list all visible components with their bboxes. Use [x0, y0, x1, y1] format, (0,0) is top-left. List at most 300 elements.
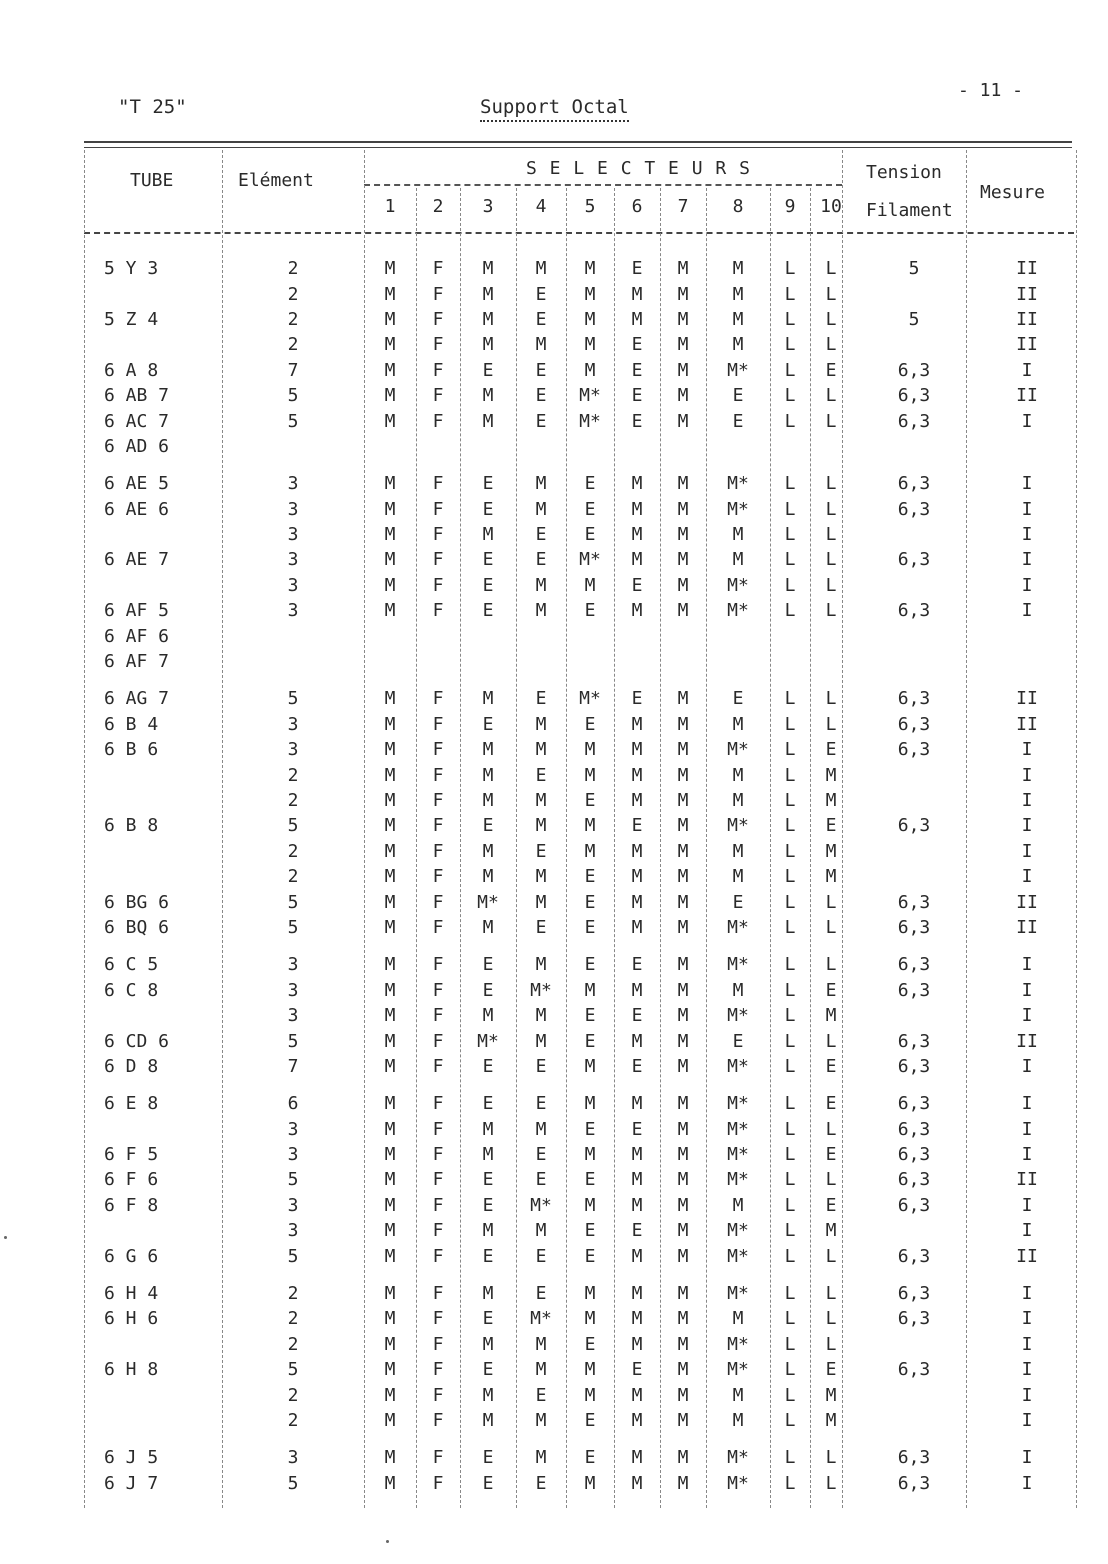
tube-cell: 6 D 8 [104, 1055, 159, 1077]
selector-10-cell: L [825, 1472, 837, 1494]
selector-5-cell: E [584, 1220, 596, 1242]
selector-9-cell: L [784, 815, 796, 837]
mesure-cell: I [1021, 1409, 1033, 1431]
element-cell: 3 [287, 979, 299, 1001]
selector-1-cell: M [384, 334, 396, 356]
mesure-cell: I [1021, 410, 1033, 432]
selector-3-cell: M [482, 739, 494, 761]
selector-4-cell: E [535, 359, 547, 381]
selector-4-cell: E [535, 688, 547, 710]
selector-4-cell: M [535, 334, 547, 356]
selector-5-cell: M [584, 1093, 596, 1115]
selector-5-cell: M* [579, 549, 601, 571]
table-row [84, 1218, 1078, 1243]
selector-5-cell: M [584, 739, 596, 761]
selector-4-cell: M [535, 790, 547, 811]
selector-10-cell: M [825, 1409, 837, 1431]
selector-4-cell: E [535, 1283, 547, 1305]
selector-7-cell: M [677, 1144, 689, 1166]
group-spacer [84, 1079, 1078, 1091]
element-cell: 5 [287, 385, 299, 407]
selector-7-cell: M [677, 1169, 689, 1191]
tube-cell [84, 1408, 222, 1433]
selector-2-cell: F [432, 1409, 444, 1431]
mesure-cell: II [1016, 308, 1038, 330]
table-row [84, 1091, 1078, 1116]
selector-7-cell: M [677, 916, 689, 938]
selector-7-cell: M [677, 283, 689, 305]
selector-5-cell: M [584, 1144, 596, 1166]
selector-3-cell [460, 649, 516, 674]
selector-6-cell: M [631, 600, 643, 622]
selector-6-cell [614, 649, 660, 674]
element-cell: 3 [287, 574, 299, 596]
selector-10-cell: L [825, 283, 837, 305]
selector-5-cell: M* [579, 688, 601, 710]
selectors-underline [364, 184, 842, 186]
tube-cell: 5 Y 3 [104, 258, 159, 280]
mesure-cell: I [1021, 1093, 1033, 1115]
selector-4-cell: M [535, 739, 547, 761]
selector-2-cell: F [432, 1005, 444, 1027]
selector-6-cell: M [631, 739, 643, 761]
tube-cell: 6 AE 5 [104, 473, 170, 495]
selector-7-cell [660, 649, 706, 674]
selector-5-cell: E [584, 790, 596, 811]
tension-cell [852, 788, 976, 813]
selector-2-cell: F [432, 385, 444, 407]
selector-1-cell: M [384, 549, 396, 571]
element-cell: 2 [287, 308, 299, 330]
mesure-cell: I [1021, 1118, 1033, 1140]
selector-number-1: 1 [384, 196, 396, 217]
mesure-cell: II [1016, 283, 1038, 305]
selector-2-cell: F [432, 549, 444, 571]
selector-4-cell: M [535, 866, 547, 888]
selector-2-cell: F [432, 1093, 444, 1115]
selector-4-cell: E [535, 764, 547, 786]
selector-1-cell: M [384, 473, 396, 495]
spacer-cell [84, 1269, 1078, 1281]
selector-2-cell: F [432, 790, 444, 811]
selector-4-cell: M* [530, 1308, 552, 1330]
mesure-cell: II [1016, 1169, 1038, 1191]
selector-9-cell: L [784, 1220, 796, 1242]
selector-1-cell: M [384, 979, 396, 1001]
selector-4-cell: E [535, 283, 547, 305]
selector-3-cell: E [482, 1359, 494, 1381]
selector-10-cell: L [825, 1447, 837, 1469]
selector-9-cell: L [784, 334, 796, 356]
selector-1-cell: M [384, 1245, 396, 1267]
element-cell [222, 649, 364, 674]
tube-cell: 6 E 8 [104, 1093, 159, 1115]
element-cell: 3 [287, 1118, 299, 1140]
tube-cell [84, 864, 222, 889]
spacer-cell [84, 674, 1078, 686]
selector-1-cell: M [384, 790, 396, 811]
selector-3-cell: M [482, 1118, 494, 1140]
tension-cell [852, 1332, 976, 1357]
selector-2-cell: F [432, 739, 444, 761]
selector-3-cell: M [482, 1144, 494, 1166]
selector-5-cell: M* [579, 410, 601, 432]
column-header-element: Elément [238, 170, 314, 191]
selector-number-4: 4 [535, 196, 547, 217]
selector-2-cell: F [432, 1030, 444, 1052]
element-cell: 5 [287, 1030, 299, 1052]
selector-9-cell: L [784, 1144, 796, 1166]
selector-3-cell: M [482, 1005, 494, 1027]
selector-2-cell: F [432, 1384, 444, 1406]
selector-9-cell: L [784, 473, 796, 495]
selector-1-cell: M [384, 1144, 396, 1166]
selector-5-cell: M [584, 258, 596, 280]
table-row [84, 649, 1078, 674]
selector-8-cell [706, 649, 770, 674]
tube-cell: 6 F 5 [104, 1144, 159, 1166]
selector-1-cell: M [384, 1283, 396, 1305]
tube-cell: 6 A 8 [104, 359, 159, 381]
selector-8-cell: M* [727, 1359, 749, 1381]
selector-10-cell: L [825, 385, 837, 407]
selector-4-cell: E [535, 1055, 547, 1077]
selector-2-cell: F [432, 359, 444, 381]
selector-6-cell: M [631, 1283, 643, 1305]
selector-10-cell: L [825, 916, 837, 938]
selector-2-cell [416, 434, 460, 459]
tube-cell: 6 AF 7 [104, 651, 170, 673]
mesure-cell: II [1016, 713, 1038, 735]
selector-7-cell: M [677, 1333, 689, 1355]
tension-cell [852, 623, 976, 648]
tension-cell: 6,3 [897, 891, 931, 913]
selector-10-cell [810, 649, 852, 674]
selector-9-cell: L [784, 574, 796, 596]
selector-6-cell: M [631, 1144, 643, 1166]
selector-6-cell: M [631, 473, 643, 495]
selector-5-cell: E [584, 916, 596, 938]
selector-9-cell: L [784, 1359, 796, 1381]
document-code: "T 25" [118, 96, 187, 118]
selector-9-cell: L [784, 498, 796, 520]
selector-8-cell: M [732, 790, 744, 811]
tube-cell [84, 1332, 222, 1357]
mesure-cell: I [1021, 764, 1033, 786]
selector-7-cell: M [677, 688, 689, 710]
mesure-cell: II [1016, 334, 1038, 356]
selector-1-cell: M [384, 840, 396, 862]
selector-9-cell [770, 649, 810, 674]
mesure-cell: I [1021, 979, 1033, 1001]
element-cell: 3 [287, 1447, 299, 1469]
tube-cell [84, 839, 222, 864]
selector-5-cell: E [584, 600, 596, 622]
selector-8-cell: M* [727, 1245, 749, 1267]
selector-8-cell: M* [727, 359, 749, 381]
selector-10-cell: E [825, 1194, 837, 1216]
selector-10-cell: M [825, 840, 837, 862]
selector-7-cell: M [677, 385, 689, 407]
tension-cell: 6,3 [897, 688, 931, 710]
selector-4-cell: E [535, 308, 547, 330]
tension-cell [852, 1382, 976, 1407]
group-spacer [84, 940, 1078, 952]
selector-8-cell: M* [727, 1055, 749, 1077]
selector-7-cell: M [677, 891, 689, 913]
selector-1-cell: M [384, 1384, 396, 1406]
table-row [84, 1445, 1078, 1470]
selector-4-cell: M [535, 574, 547, 596]
table-row [84, 1357, 1078, 1382]
table-row [84, 1281, 1078, 1306]
selector-4-cell [516, 623, 566, 648]
table-row [84, 434, 1078, 459]
tension-cell: 5 [908, 308, 920, 330]
tension-cell [852, 1003, 976, 1028]
mesure-cell: I [1021, 840, 1033, 862]
selector-2-cell: F [432, 1359, 444, 1381]
selector-5-cell: M [584, 308, 596, 330]
selector-8-cell: M [732, 258, 744, 280]
selector-4-cell: M [535, 891, 547, 913]
selector-6-cell: E [631, 815, 643, 837]
selector-10-cell: M [825, 1384, 837, 1406]
selector-8-cell: E [732, 688, 744, 710]
selector-7-cell: M [677, 473, 689, 495]
tension-cell [852, 864, 976, 889]
selector-7-cell: M [677, 954, 689, 976]
mesure-cell: I [1021, 1359, 1033, 1381]
selector-1-cell: M [384, 410, 396, 432]
element-cell: 5 [287, 916, 299, 938]
selector-8-cell: M* [727, 1005, 749, 1027]
tension-cell [852, 281, 976, 306]
tube-cell: 6 B 8 [104, 815, 159, 837]
selector-4-cell: E [535, 1245, 547, 1267]
mesure-cell: I [1021, 549, 1033, 571]
selector-number-10: 10 [820, 196, 842, 217]
mesure-cell: II [1016, 1245, 1038, 1267]
selector-2-cell: F [432, 1118, 444, 1140]
selector-4-cell [516, 434, 566, 459]
selector-10-cell: L [825, 954, 837, 976]
table-row [84, 1028, 1078, 1053]
selector-8-cell [706, 623, 770, 648]
selector-3-cell: E [482, 1472, 494, 1494]
element-cell: 3 [287, 600, 299, 622]
element-cell: 3 [287, 498, 299, 520]
table-row [84, 1117, 1078, 1142]
selector-4-cell: E [535, 385, 547, 407]
selector-6-cell: E [631, 334, 643, 356]
selector-6-cell: M [631, 840, 643, 862]
selector-9-cell: L [784, 258, 796, 280]
selector-3-cell: E [482, 979, 494, 1001]
selector-9-cell: L [784, 549, 796, 571]
table-row [84, 915, 1078, 940]
table-row [84, 307, 1078, 332]
element-cell: 2 [287, 1283, 299, 1305]
tube-cell [84, 522, 222, 547]
tension-cell: 6,3 [897, 739, 931, 761]
selector-10-cell: E [825, 1359, 837, 1381]
selector-3-cell: M [482, 866, 494, 888]
selector-10-cell: M [825, 866, 837, 888]
selector-7-cell: M [677, 308, 689, 330]
tube-cell: 6 AB 7 [104, 385, 170, 407]
selector-5-cell: M [584, 1308, 596, 1330]
selector-2-cell [416, 649, 460, 674]
element-cell: 2 [287, 334, 299, 356]
selector-4-cell: M [535, 258, 547, 280]
selector-8-cell: M* [727, 1333, 749, 1355]
table-row [84, 408, 1078, 433]
selector-2-cell: F [432, 1144, 444, 1166]
selector-1-cell: M [384, 1030, 396, 1052]
selector-3-cell: E [482, 359, 494, 381]
selector-4-cell: M [535, 1447, 547, 1469]
selector-4-cell: M [535, 473, 547, 495]
selector-1-cell: M [384, 954, 396, 976]
table-row [84, 256, 1078, 281]
mesure-cell: I [1021, 1447, 1033, 1469]
selector-3-cell: E [482, 1169, 494, 1191]
selector-10-cell: L [825, 688, 837, 710]
selector-6-cell: M [631, 1333, 643, 1355]
tension-cell: 6,3 [897, 815, 931, 837]
element-cell: 5 [287, 815, 299, 837]
selector-1-cell: M [384, 916, 396, 938]
selector-3-cell: M [482, 334, 494, 356]
selector-table [84, 256, 1078, 1496]
selector-5-cell: E [584, 954, 596, 976]
tube-cell: 6 C 8 [104, 979, 159, 1001]
selector-8-cell: M* [727, 574, 749, 596]
selector-10-cell: M [825, 764, 837, 786]
selector-9-cell: L [784, 1030, 796, 1052]
selector-2-cell: F [432, 1308, 444, 1330]
selector-3-cell: E [482, 600, 494, 622]
tension-cell: 6,3 [897, 916, 931, 938]
tube-cell: 6 AC 7 [104, 410, 170, 432]
selector-1-cell: M [384, 1333, 396, 1355]
selector-8-cell: M [732, 1194, 744, 1216]
selector-10-cell: L [825, 410, 837, 432]
selector-2-cell: F [432, 815, 444, 837]
tube-cell: 6 H 6 [104, 1308, 159, 1330]
selector-2-cell: F [432, 473, 444, 495]
selector-9-cell: L [784, 1472, 796, 1494]
selector-6-cell: E [631, 258, 643, 280]
selector-6-cell: M [631, 1245, 643, 1267]
selector-1-cell: M [384, 524, 396, 546]
selector-1-cell: M [384, 1447, 396, 1469]
selector-5-cell: M* [579, 385, 601, 407]
selector-1-cell: M [384, 359, 396, 381]
selector-10-cell: E [825, 815, 837, 837]
group-spacer [84, 1269, 1078, 1281]
selector-4-cell: E [535, 840, 547, 862]
selector-8-cell: M [732, 549, 744, 571]
selector-6-cell: M [631, 1194, 643, 1216]
selector-4-cell: M* [530, 979, 552, 1001]
selector-8-cell: M* [727, 1118, 749, 1140]
table-row [84, 522, 1078, 547]
tension-cell: 6,3 [897, 713, 931, 735]
tension-cell: 6,3 [897, 1194, 931, 1216]
selector-4-cell: E [535, 1093, 547, 1115]
tube-cell [84, 573, 222, 598]
tube-cell [84, 281, 222, 306]
selector-5-cell: M [584, 1194, 596, 1216]
selector-3-cell: E [482, 713, 494, 735]
table-row [84, 332, 1078, 357]
table-row [84, 471, 1078, 496]
selector-5-cell: M [584, 815, 596, 837]
selector-4-cell: E [535, 916, 547, 938]
selector-1-cell: M [384, 1169, 396, 1191]
mesure-cell: I [1021, 1283, 1033, 1305]
selector-5-cell: M [584, 979, 596, 1001]
table-row [84, 712, 1078, 737]
selector-2-cell: F [432, 600, 444, 622]
selector-7-cell: M [677, 524, 689, 546]
selector-8-cell: M* [727, 1472, 749, 1494]
selector-1-cell: M [384, 258, 396, 280]
selector-6-cell: E [631, 359, 643, 381]
scan-speck [4, 1236, 7, 1239]
selector-7-cell: M [677, 1308, 689, 1330]
mesure-cell: I [1021, 1472, 1033, 1494]
selector-7-cell: M [677, 1093, 689, 1115]
tension-cell: 6,3 [897, 385, 931, 407]
column-header-tube: TUBE [130, 170, 174, 191]
selector-7-cell: M [677, 359, 689, 381]
selector-4-cell: M [535, 1220, 547, 1242]
top-rule-2 [84, 147, 1072, 148]
selector-8-cell: M* [727, 954, 749, 976]
selector-number-5: 5 [584, 196, 596, 217]
selector-2-cell: F [432, 1447, 444, 1469]
spacer-cell [84, 940, 1078, 952]
selector-3-cell: E [482, 1308, 494, 1330]
selector-number-9: 9 [784, 196, 796, 217]
tube-cell: 6 F 8 [104, 1194, 159, 1216]
selector-7-cell: M [677, 1409, 689, 1431]
tension-cell: 6,3 [897, 1169, 931, 1191]
selector-3-cell: M [482, 385, 494, 407]
selector-8-cell: M* [727, 1144, 749, 1166]
selector-7-cell: M [677, 840, 689, 862]
selector-4-cell: M* [530, 1194, 552, 1216]
selector-4-cell: M [535, 1409, 547, 1431]
element-cell: 5 [287, 410, 299, 432]
selector-1-cell: M [384, 1409, 396, 1431]
selector-number-7: 7 [677, 196, 689, 217]
selector-5-cell: E [584, 524, 596, 546]
selector-4-cell: M [535, 713, 547, 735]
tension-cell [852, 649, 976, 674]
selector-7-cell: M [677, 1359, 689, 1381]
selector-4-cell: M [535, 600, 547, 622]
selector-7-cell: M [677, 764, 689, 786]
selector-1-cell: M [384, 866, 396, 888]
selector-10-cell: L [825, 524, 837, 546]
selector-9-cell [770, 434, 810, 459]
table-row [84, 1142, 1078, 1167]
selector-6-cell: M [631, 1308, 643, 1330]
